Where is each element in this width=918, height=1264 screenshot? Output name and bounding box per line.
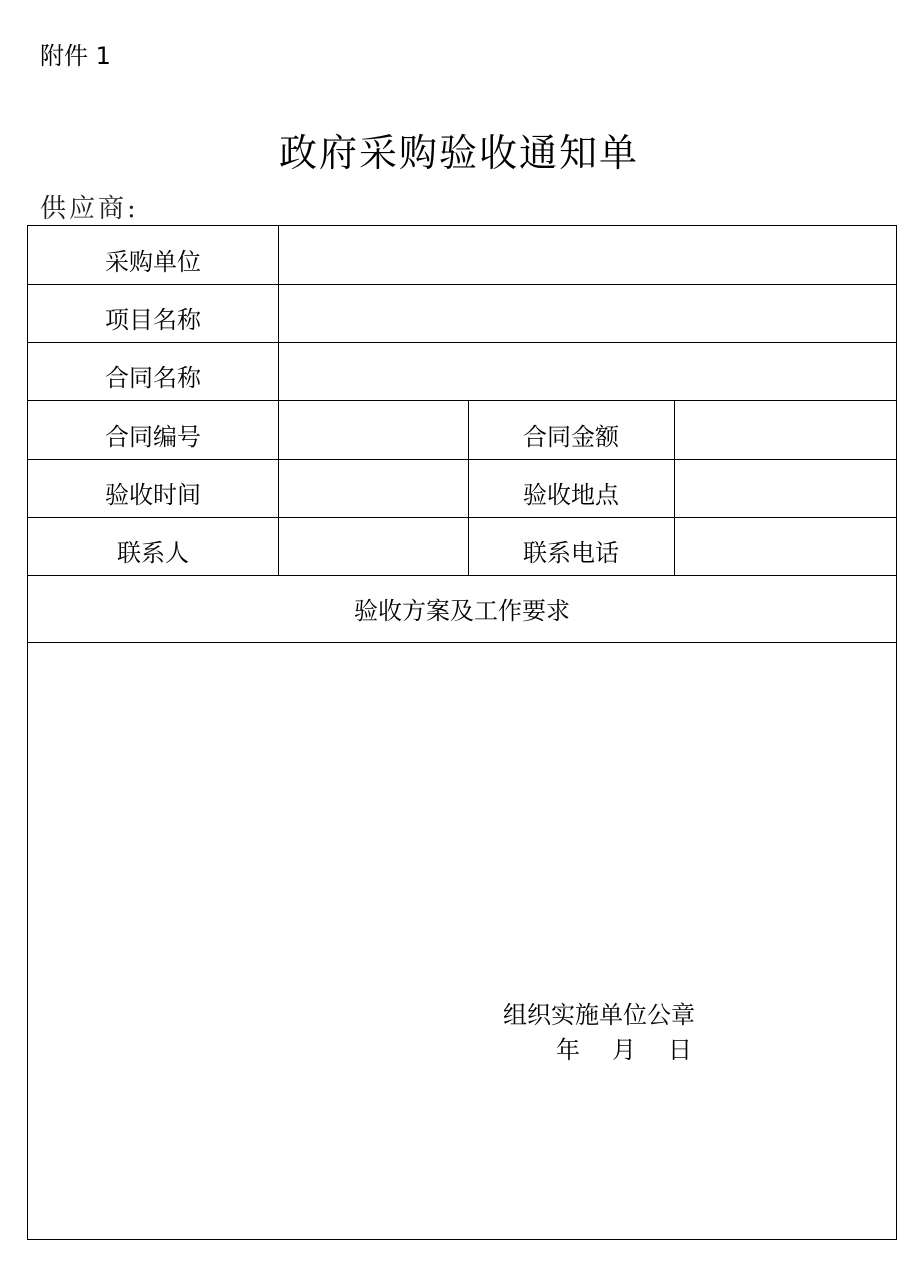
- contact-phone-label: 联系电话: [523, 539, 619, 567]
- contract-amount-label: 合同金额: [523, 423, 619, 451]
- row-divider: [28, 284, 896, 285]
- org-seal-label: 组织实施单位公章: [503, 1001, 695, 1029]
- row-divider: [28, 459, 896, 460]
- project-name-label: 项目名称: [105, 306, 201, 334]
- date-line: 年 月 日: [556, 1036, 696, 1064]
- row-divider: [28, 517, 896, 518]
- purchaser-label: 采购单位: [105, 248, 201, 276]
- row-divider: [28, 400, 896, 401]
- row-divider: [28, 342, 896, 343]
- column-divider: [278, 226, 279, 575]
- row-divider: [28, 642, 896, 643]
- supplier-label: 供应商:: [40, 194, 139, 224]
- column-divider: [674, 400, 675, 575]
- contact-person-label: 联系人: [117, 539, 189, 567]
- attachment-label: 附件 1: [40, 42, 111, 70]
- row-divider: [28, 575, 896, 576]
- acceptance-place-label: 验收地点: [523, 481, 619, 509]
- contract-name-label: 合同名称: [105, 364, 201, 392]
- page-title: 政府采购验收通知单: [278, 131, 639, 175]
- acceptance-form-table: [27, 225, 897, 1240]
- contract-no-label: 合同编号: [105, 423, 201, 451]
- plan-body[interactable]: [38, 656, 886, 986]
- plan-section-title: 验收方案及工作要求: [354, 597, 570, 625]
- acceptance-time-label: 验收时间: [105, 481, 201, 509]
